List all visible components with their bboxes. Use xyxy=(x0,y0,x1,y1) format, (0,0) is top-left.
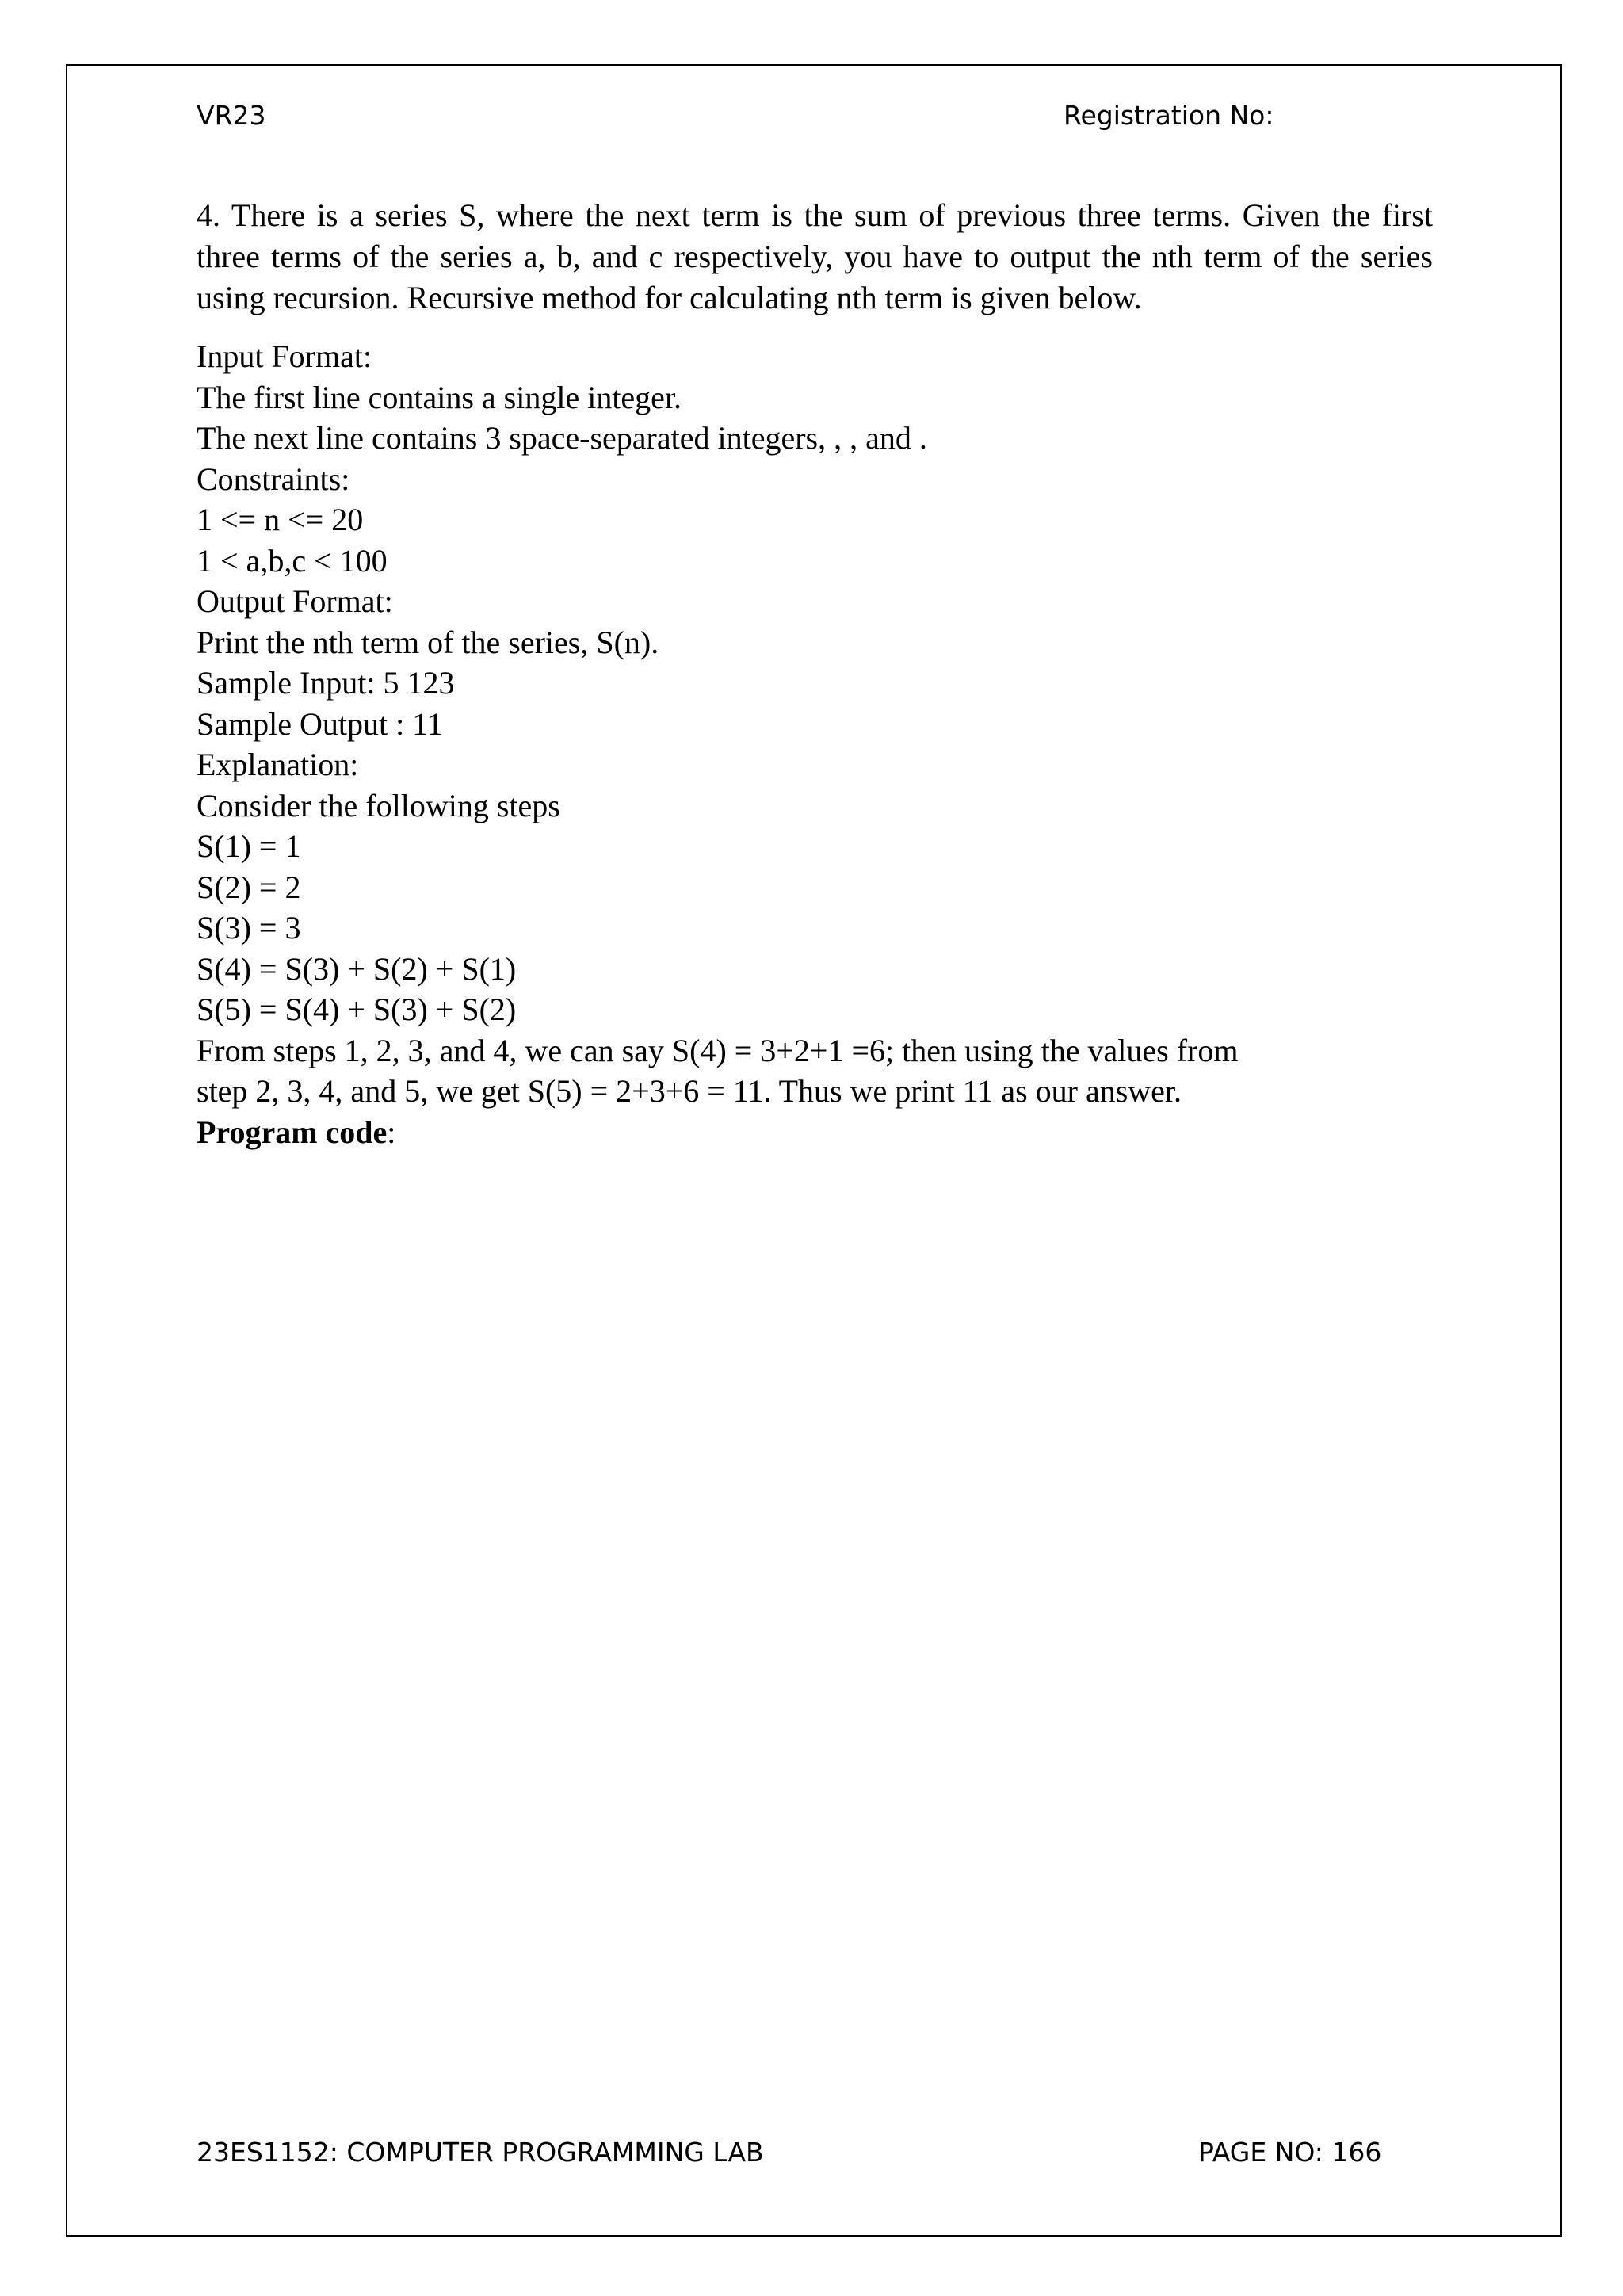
step-s1: S(1) = 1 xyxy=(197,828,301,864)
explanation-heading: Explanation: xyxy=(197,747,359,782)
step-s3: S(3) = 3 xyxy=(197,910,301,946)
registration-label: Registration No: xyxy=(1064,100,1274,131)
input-format-heading: Input Format: xyxy=(197,338,372,374)
main-content xyxy=(197,195,1433,1152)
sample-output: Sample Output : 11 xyxy=(197,705,443,742)
sample-input: Sample Input: 5 123 xyxy=(197,665,455,701)
header-code: VR23 xyxy=(197,100,266,131)
constraint-n: 1 <= n <= 20 xyxy=(197,502,364,537)
program-code-heading xyxy=(197,1112,1433,1153)
input-line-2: The next line contains 3 space-separated integers, , , and . xyxy=(197,420,927,456)
output-line: Print the nth term of the series, S(n). xyxy=(197,624,659,660)
footer-page-number: PAGE NO: 166 xyxy=(1198,2137,1382,2168)
step-s5: S(5) = S(4) + S(3) + S(2) xyxy=(197,991,517,1027)
explanation-conclusion-2: step 2, 3, 4, and 5, we get S(5) = 2+3+6 = 11. Thus we print 11 as our answer. xyxy=(197,1073,1182,1109)
program-code-label: Program code xyxy=(197,1114,388,1150)
question-text: 4. There is a series S, where the next term is the sum of previous three terms. Given the first three terms of the series a, b, and c respectively, you have to output the nth term of the series using recursion. Recursive method for calculating nth term is given below. xyxy=(197,197,1433,315)
step-s4: S(4) = S(3) + S(2) + S(1) xyxy=(197,950,517,987)
footer-course: 23ES1152: COMPUTER PROGRAMMING LAB xyxy=(197,2137,764,2168)
program-code-colon: : xyxy=(387,1114,396,1150)
output-format-heading: Output Format: xyxy=(197,583,393,619)
step-s2: S(2) = 2 xyxy=(197,869,301,905)
constraints-heading: Constraints: xyxy=(197,460,350,497)
constraint-abc: 1 < a,b,c < 100 xyxy=(197,542,388,579)
input-line-1: The first line contains a single integer. xyxy=(197,379,682,415)
explanation-intro: Consider the following steps xyxy=(197,787,560,823)
explanation-conclusion-1: From steps 1, 2, 3, and 4, we can say S(4) = 3+2+1 =6; then using the values from xyxy=(197,1032,1239,1068)
